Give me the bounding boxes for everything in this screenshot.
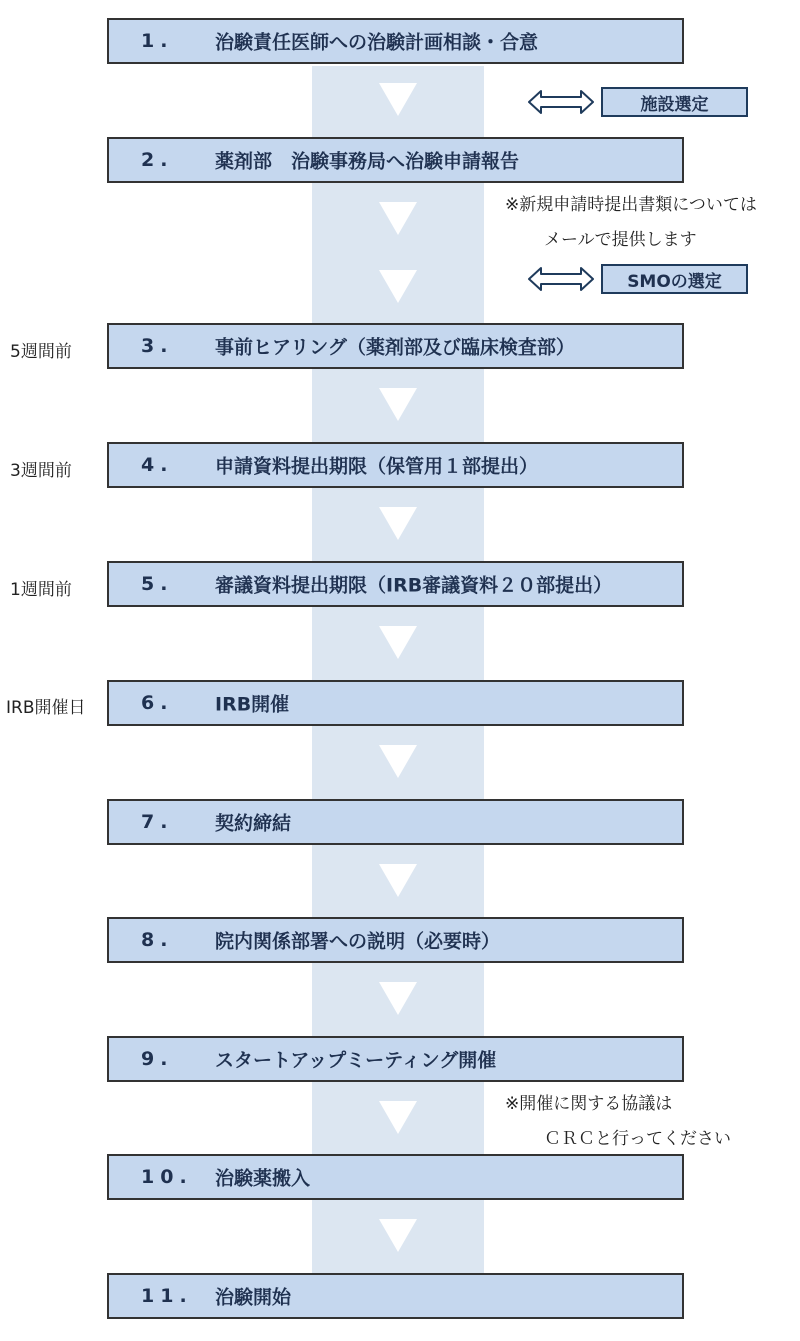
timing-step-6: IRB開催日 bbox=[6, 698, 86, 718]
step-10-box bbox=[107, 1154, 684, 1200]
timing-step-3: 5週間前 bbox=[10, 342, 72, 362]
step-number: 9. bbox=[141, 1048, 174, 1070]
down-arrow-icon bbox=[379, 83, 417, 116]
step-label: 審議資料提出期限（IRB審議資料２０部提出） bbox=[215, 574, 613, 597]
down-arrow-icon bbox=[379, 1101, 417, 1134]
step-7-box bbox=[107, 799, 684, 845]
smo-selection-box: SMOの選定 bbox=[601, 264, 748, 294]
step-2-box bbox=[107, 137, 684, 183]
step-3-box bbox=[107, 323, 684, 369]
timing-step-4: 3週間前 bbox=[10, 461, 72, 481]
double-arrow-icon bbox=[528, 266, 594, 292]
step-label: IRB開催 bbox=[215, 693, 290, 716]
step-label: 申請資料提出期限（保管用１部提出） bbox=[215, 455, 539, 478]
meeting-note-line-2: ＣＲＣと行ってください bbox=[544, 1129, 731, 1149]
step-number: 10. bbox=[141, 1166, 193, 1188]
down-arrow-icon bbox=[379, 1219, 417, 1252]
down-arrow-icon bbox=[379, 745, 417, 778]
step-4-box bbox=[107, 442, 684, 488]
down-arrow-icon bbox=[379, 202, 417, 235]
down-arrow-icon bbox=[379, 626, 417, 659]
submission-note-line-1: ※新規申請時提出書類については bbox=[505, 195, 757, 215]
meeting-note-line-1: ※開催に関する協議は bbox=[505, 1094, 673, 1114]
down-arrow-icon bbox=[379, 507, 417, 540]
step-6-box bbox=[107, 680, 684, 726]
step-label: 治験開始 bbox=[215, 1286, 292, 1309]
step-label: 院内関係部署への説明（必要時） bbox=[215, 930, 501, 953]
down-arrow-icon bbox=[379, 388, 417, 421]
step-label: 治験責任医師への治験計画相談・合意 bbox=[215, 31, 539, 54]
step-number: 5. bbox=[141, 573, 174, 595]
step-11-box bbox=[107, 1273, 684, 1319]
down-arrow-icon bbox=[379, 864, 417, 897]
step-number: 1. bbox=[141, 30, 174, 52]
step-number: 4. bbox=[141, 454, 174, 476]
step-number: 11. bbox=[141, 1285, 193, 1307]
step-number: 2. bbox=[141, 149, 174, 171]
step-label: 治験薬搬入 bbox=[215, 1167, 311, 1190]
step-number: 7. bbox=[141, 811, 174, 833]
step-number: 3. bbox=[141, 335, 174, 357]
facility-selection-box: 施設選定 bbox=[601, 87, 748, 117]
step-number: 8. bbox=[141, 929, 174, 951]
down-arrow-icon bbox=[379, 270, 417, 303]
step-label: 事前ヒアリング（薬剤部及び臨床検査部） bbox=[215, 336, 575, 359]
step-label: 薬剤部 治験事務局へ治験申請報告 bbox=[215, 150, 520, 173]
step-number: 6. bbox=[141, 692, 174, 714]
step-1-box bbox=[107, 18, 684, 64]
timing-step-5: 1週間前 bbox=[10, 580, 72, 600]
step-label: スタートアップミーティング開催 bbox=[215, 1049, 497, 1072]
double-arrow-icon bbox=[528, 89, 594, 115]
step-8-box bbox=[107, 917, 684, 963]
step-label: 契約締結 bbox=[215, 812, 292, 835]
flow-background-band bbox=[312, 66, 484, 1276]
step-5-box bbox=[107, 561, 684, 607]
down-arrow-icon bbox=[379, 982, 417, 1015]
submission-note-line-2: メールで提供します bbox=[544, 230, 697, 250]
step-9-box bbox=[107, 1036, 684, 1082]
